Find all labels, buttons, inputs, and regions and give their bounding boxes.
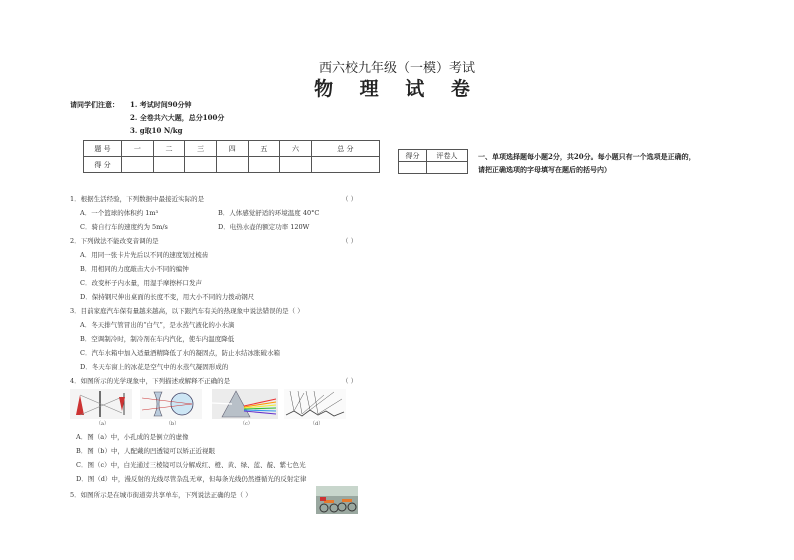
question-3-option-c: C．汽车水箱中加入适量酒精降低了水的凝固点，防止水结冰胀破水箱 — [80, 349, 280, 357]
score-header-cell: 五 — [248, 141, 280, 157]
figure-b-label: （b） — [166, 421, 180, 427]
figure-c-prism — [212, 389, 278, 419]
figure-a-pinhole — [70, 389, 132, 419]
figure-b-eye-lens — [140, 389, 202, 419]
exam-title: 西六校九年级（一模）考试 — [318, 61, 475, 76]
question-2-option-c: C．改变杯子内水量，用湿手摩擦杯口发声 — [80, 279, 202, 287]
score-cell[interactable] — [122, 157, 154, 173]
figure-shared-bikes-photo — [316, 486, 358, 514]
score-header-cell: 四 — [216, 141, 248, 157]
grader-cell[interactable] — [426, 162, 467, 174]
question-4-bracket: （ ） — [342, 377, 358, 385]
note-item-3: 3. g取10 N/kg — [130, 126, 183, 135]
grader-header-cell: 得分 — [399, 150, 427, 162]
score-cell[interactable] — [311, 157, 379, 173]
question-2-stem: 2．下列做法不能改变音调的是 — [70, 237, 159, 245]
question-1-option-d: D．电热水壶的额定功率 120W — [218, 223, 310, 231]
question-1-option-c: C．骑自行车的速度约为 5m/s — [80, 223, 168, 231]
question-2-option-a: A．用同一张卡片先后以不同的速度划过梳齿 — [80, 251, 209, 259]
score-header-cell: 六 — [280, 141, 312, 157]
question-4-option-b: B．图（b）中，人配戴的凹透镜可以矫正近视眼 — [76, 447, 215, 455]
note-item-1: 1. 考试时间90分钟 — [130, 100, 192, 109]
score-header-cell: 一 — [122, 141, 154, 157]
question-5-stem: 5．如图所示是在城市街道旁共享单车，下列说法正确的是（ ） — [70, 491, 252, 499]
subject-title: 物 理 试 卷 — [314, 78, 480, 100]
question-4-stem: 4．如图所示的光学现象中，下列描述或解释不正确的是 — [70, 377, 231, 385]
question-2-bracket: （ ） — [342, 237, 358, 245]
question-1-option-a: A．一个篮球的体积约 1m³ — [80, 209, 159, 217]
score-cell[interactable] — [153, 157, 185, 173]
question-3-stem: 3．目前家庭汽车保有量越来越高，以下跟汽车有关的热现象中说法错误的是（ ） — [70, 307, 304, 315]
grader-header-cell: 评卷人 — [426, 150, 467, 162]
score-row-label: 得 分 — [84, 157, 122, 173]
score-table — [83, 140, 380, 173]
score-header-cell: 总 分 — [311, 141, 379, 157]
question-3-option-b: B．空调制冷时，制冷剂在车内汽化，使车内温度降低 — [80, 335, 235, 343]
figure-a-label: （a） — [96, 421, 109, 427]
question-4-option-c: C．图（c）中，白光通过三棱镜可以分解成红、橙、黄、绿、蓝、靛、紫七色光 — [76, 461, 306, 469]
score-header-cell: 题 号 — [84, 141, 122, 157]
note-item-2: 2. 全卷共六大题，总分100分 — [130, 113, 225, 122]
section1-heading: 一、单项选择题每小题2分，共20分。每小题只有一个选项是正确的， — [478, 152, 696, 161]
question-4-option-d: D．图（d）中，漫反射的光线尽管杂乱无章，但每条光线仍然遵循光的反射定律 — [76, 475, 307, 483]
figure-c-label: （c） — [240, 421, 253, 427]
score-cell[interactable] — [185, 157, 217, 173]
figure-d-label: （d） — [310, 421, 324, 427]
question-2-option-d: D．保持钢尺伸出桌面的长度不变，用大小不同的力拨动钢尺 — [80, 293, 255, 301]
question-1-option-b: B．人体感觉舒适的环境温度 40°C — [218, 209, 320, 217]
grader-table — [398, 149, 468, 174]
question-4-option-a: A．图（a）中，小孔成的是倒立的虚像 — [76, 433, 189, 441]
score-cell[interactable] — [248, 157, 280, 173]
figure-d-diffuse-reflection — [284, 389, 346, 419]
score-cell[interactable] — [280, 157, 312, 173]
score-cell[interactable] — [216, 157, 248, 173]
question-1-stem: 1．根据生活经验，下列数据中最接近实际的是 — [70, 195, 205, 203]
question-1-bracket: （ ） — [342, 195, 358, 203]
score-header-cell: 三 — [185, 141, 217, 157]
question-3-option-d: D．冬天车窗上的冰花是空气中的水蒸气凝固形成的 — [80, 363, 229, 371]
score-header-cell: 二 — [153, 141, 185, 157]
question-2-option-b: B．用相同的力度敲击大小不同的编钟 — [80, 265, 189, 273]
section1-instructions: 请把正确选项的字母填写在题后的括号内） — [478, 165, 611, 174]
question-3-option-a: A．冬天排气管冒出的“白气”，是水蒸气液化的小水滴 — [80, 321, 235, 329]
grader-cell[interactable] — [399, 162, 427, 174]
notes-label: 请同学们注意： — [70, 100, 119, 109]
